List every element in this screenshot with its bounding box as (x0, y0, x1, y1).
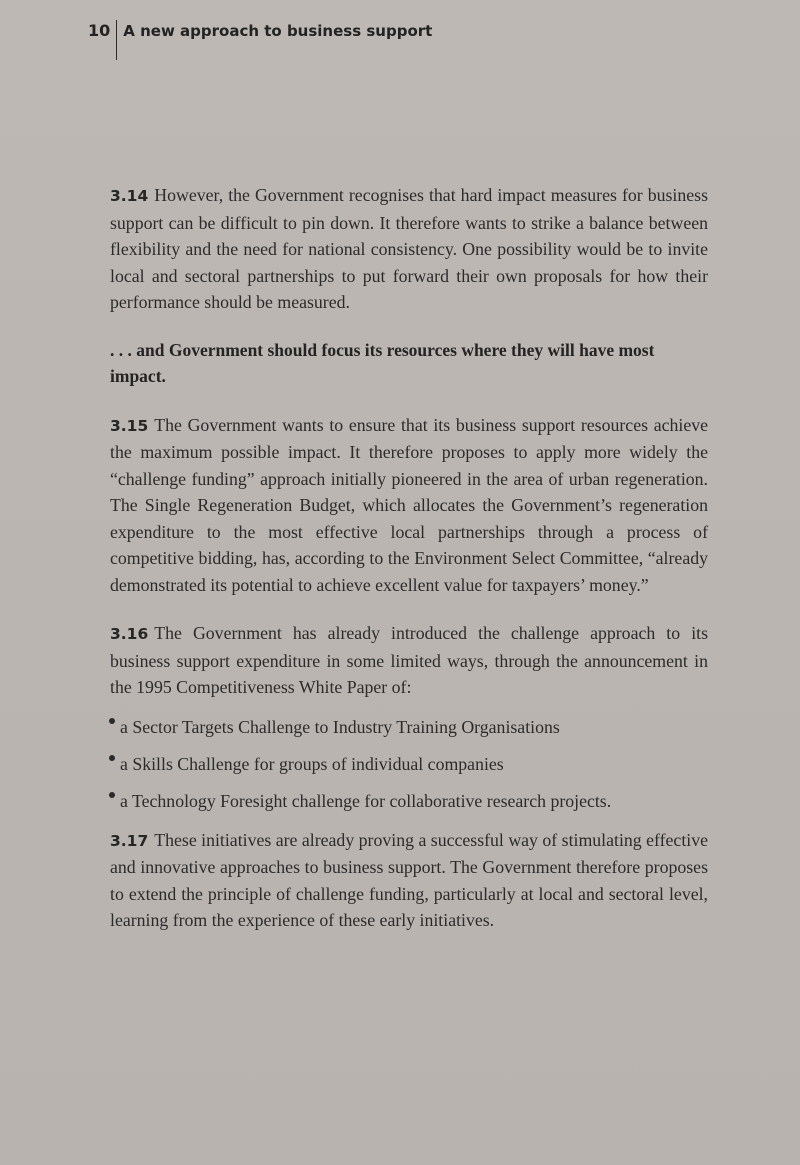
paragraph-3-16 (110, 620, 708, 701)
bullet-icon (109, 792, 115, 798)
list-item-text: a Sector Targets Challenge to Industry Training Organisations (120, 716, 560, 737)
paragraph-3-14 (110, 182, 708, 316)
list-item (110, 790, 708, 813)
bullet-icon (109, 718, 115, 724)
body-text (110, 182, 708, 934)
running-header (88, 20, 432, 60)
list-item-text: a Technology Foresight challenge for collaborative research projects. (120, 790, 612, 811)
section-subheading: . . . and Government should focus its resources where they will have most impact. (110, 339, 655, 386)
bullet-icon (109, 755, 115, 761)
paragraph-number: 3.14 (110, 187, 149, 205)
list-item (110, 753, 708, 776)
list-item-text: a Skills Challenge for groups of individual companies (120, 753, 504, 774)
paragraph-text: The Government wants to ensure that its business support resources achieve the maximum possible impact. It therefore proposes to apply more widely the “challenge funding” approach initially pioneered in the area of urban regeneration. The Single Regeneration Budget, which allocates the Government’s regeneration expenditure to the most effective local partnerships through a process of competitive bidding, has, according to the Environment Select Committee, “already demonstrated its potential to achieve excellent value for taxpayers’ money.” (110, 414, 708, 595)
running-title: A new approach to business support (123, 22, 433, 40)
paragraph-text: However, the Government recognises that hard impact measures for business support can be difficult to pin down. It therefore wants to strike a balance between flexibility and the need for national consistency. One possibility would be to invite local and sectoral partnerships to put forward their own proposals for how their performance should be measured. (110, 185, 708, 312)
page-number: 10 (88, 20, 117, 60)
paragraph-number: 3.15 (110, 416, 149, 435)
paragraph-number: 3.16 (110, 625, 149, 643)
paragraph-3-17 (110, 827, 708, 934)
paragraph-text: These initiatives are already proving a successful way of stimulating effective and innovative approaches to business support. The Government therefore proposes to extend the principle of challenge funding, particularly at local and sectoral level, learning from the experience of these early initiatives. (110, 829, 708, 930)
paragraph-number: 3.17 (110, 831, 149, 850)
paragraph-3-15 (110, 412, 708, 599)
paragraph-text: The Government has already introduced the challenge approach to its business support expenditure in some limited ways, through the announcement in the 1995 Competitiveness White Paper of: (110, 623, 708, 697)
list-item (110, 716, 708, 739)
challenge-list (110, 716, 708, 813)
